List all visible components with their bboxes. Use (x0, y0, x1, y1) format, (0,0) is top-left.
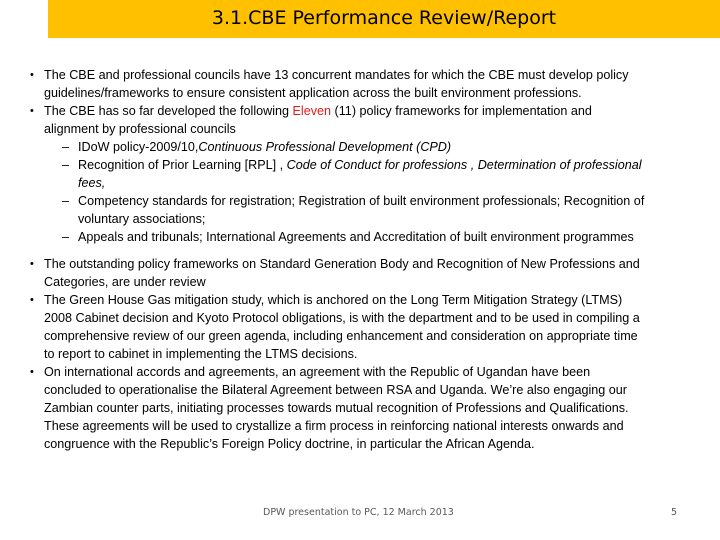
bullet-marker: • (30, 294, 34, 306)
bullet-4-line-4: to report to cabinet in implementing the LTMS decisions. (44, 347, 358, 361)
dash-marker: – (62, 140, 70, 154)
bullet-1-line-1: The CBE and professional councils have 13 concurrent mandates for which the CBE must develop policy (44, 68, 629, 82)
bullet-4-line-2: 2008 Cabinet decision and Kyoto Protocol obligations, is with the department and to be used in compiling a (44, 311, 640, 325)
bullet-5-line-4: These agreements will be used to crystallize a firm process in reinforcing national interests onwards and (44, 419, 624, 433)
sub-item-2-plain: Recognition of Prior Learning [RPL] , (78, 158, 287, 172)
dash-marker: – (62, 194, 70, 208)
bullet-5-line-2: concluded to operationalise the Bilateral Agreement between RSA and Uganda. We’re also engaging our (44, 383, 627, 397)
bullet-marker: • (30, 366, 34, 378)
bullet-2-text-pre: The CBE has so far developed the following (44, 104, 293, 118)
footer-text: DPW presentation to PC, 12 March 2013 (263, 507, 454, 518)
bullet-marker: • (30, 105, 34, 117)
sub-item-2-line-2: fees, (78, 176, 106, 190)
bullet-4-line-1: The Green House Gas mitigation study, which is anchored on the Long Term Mitigation Strategy (LTMS) (44, 293, 623, 307)
sub-item-1-italic: Continuous Professional Development (CPD) (198, 140, 452, 154)
dash-marker: – (62, 230, 70, 244)
bullet-3-line-1: The outstanding policy frameworks on Standard Generation Body and Recognition of New Professions and (44, 257, 640, 271)
bullet-marker: • (30, 69, 34, 81)
sub-item-1-plain: IDoW policy-2009/10, (78, 140, 199, 154)
dash-marker: – (62, 158, 70, 172)
sub-item-4: Appeals and tribunals; International Agreements and Accreditation of built environment programmes (78, 230, 634, 244)
bullet-5-line-3: Zambian counter parts, initiating processes towards mutual recognition of Professions and Qualifications. (44, 401, 629, 415)
bullet-2-text-post: (11) policy frameworks for implementation and (331, 104, 592, 118)
eleven-highlight: Eleven (292, 104, 332, 118)
bullet-5-line-5: congruence with the Republic’s Foreign Policy doctrine, in particular the African Agenda. (44, 437, 535, 451)
title-bar (48, 0, 720, 38)
bullet-5-line-1: On international accords and agreements, an agreement with the Republic of Ugandan have been (44, 365, 591, 379)
sub-item-2 (78, 156, 642, 174)
bullet-1-line-2: guidelines/frameworks to ensure consistent application across the built environment professions. (44, 86, 582, 100)
slide-title: 3.1.CBE Performance Review/Report (211, 7, 557, 29)
bullet-4-line-3: comprehensive review of our green agenda, including enhancement and consideration on appropriate time (44, 329, 638, 343)
sub-item-3-line-2: voluntary associations; (78, 212, 206, 226)
bullet-3-line-2: Categories, are under review (44, 275, 206, 289)
bullet-2-line-2: alignment by professional councils (44, 122, 236, 136)
bullet-marker: • (30, 258, 34, 270)
bullet-2-line-1 (44, 102, 592, 120)
page-number: 5 (671, 507, 678, 518)
sub-item-2-italic: Code of Conduct for professions , Determination of professional (286, 158, 642, 172)
sub-item-3-line-1: Competency standards for registration; Registration of built environment professionals; Recognition of (78, 194, 645, 208)
sub-item-1 (78, 138, 451, 156)
